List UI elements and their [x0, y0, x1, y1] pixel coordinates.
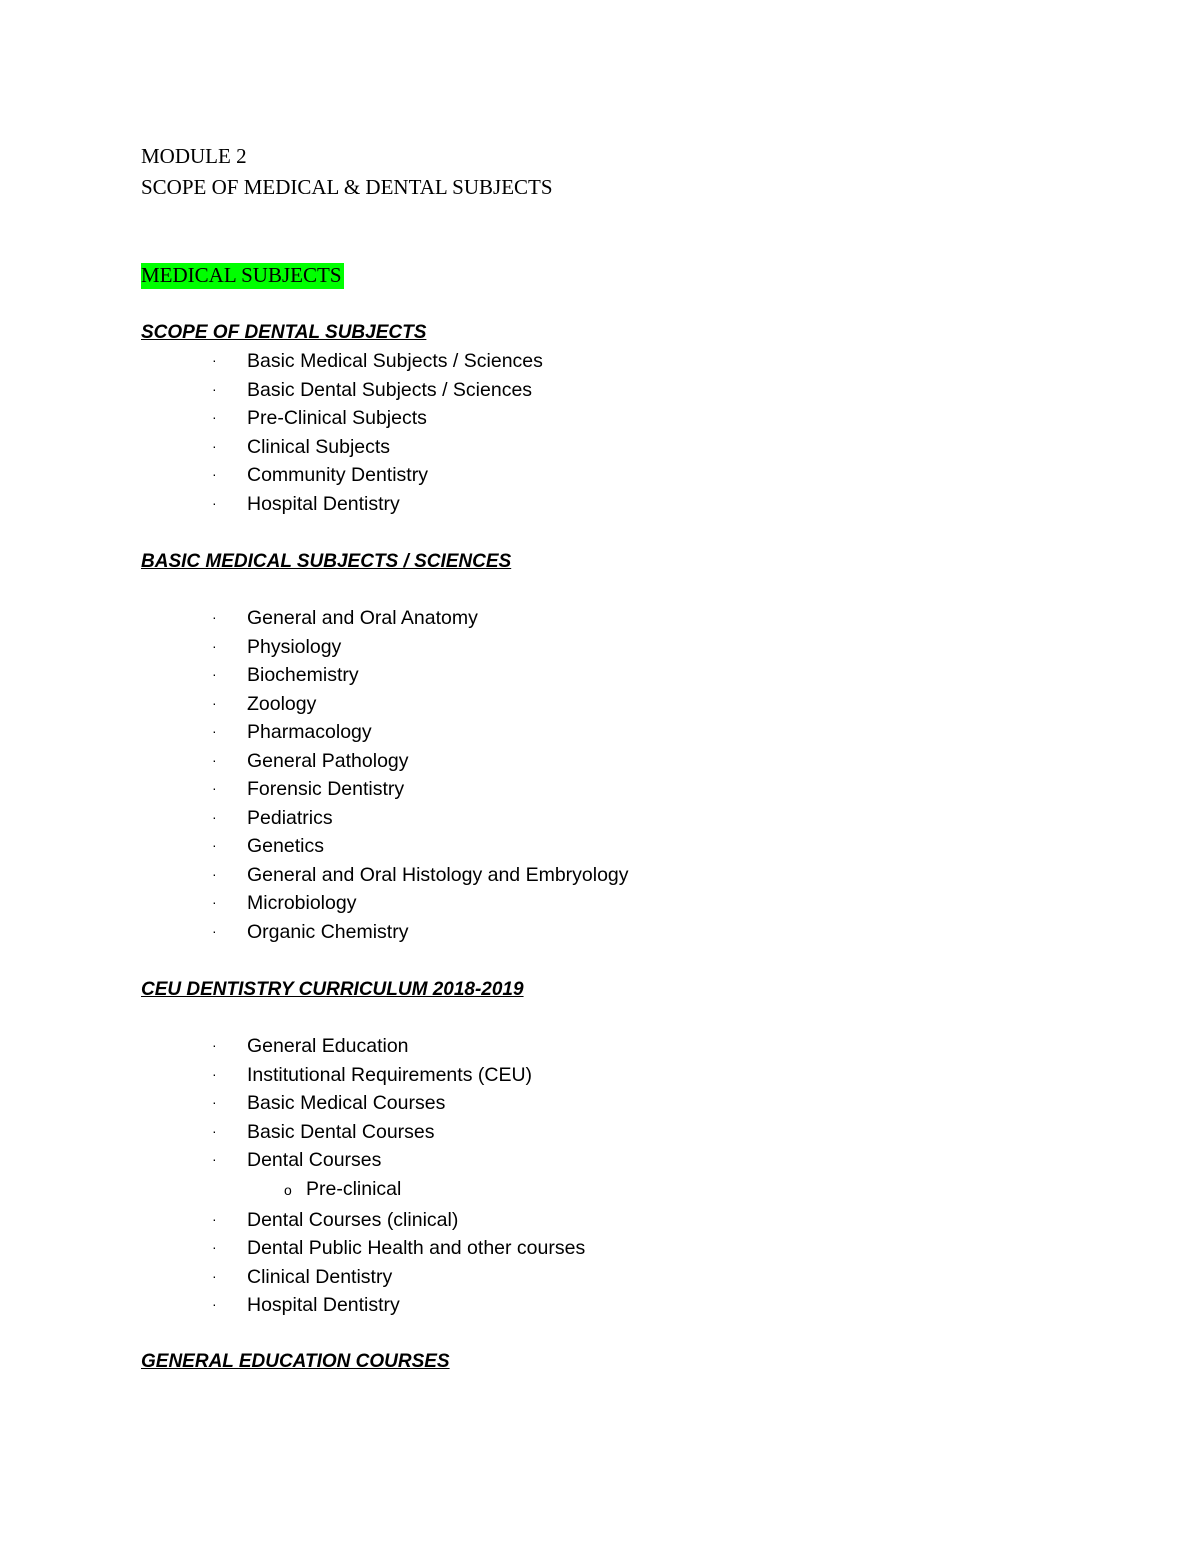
bullet-icon: ·	[212, 837, 217, 853]
list-item-text: Dental Public Health and other courses	[247, 1237, 586, 1259]
list-item-text: Institutional Requirements (CEU)	[247, 1063, 533, 1086]
bullet-icon: ·	[212, 1296, 217, 1312]
bullet-icon: ·	[212, 894, 217, 910]
list-item-text: Genetics	[247, 835, 324, 857]
list-item-text: Clinical Dentistry	[247, 1265, 393, 1288]
bullet-icon: ·	[212, 609, 217, 625]
circle-bullet-icon: o	[284, 1181, 292, 1198]
list-item-text: Basic Medical Courses	[247, 1092, 446, 1114]
bullet-icon: ·	[212, 723, 217, 739]
bullet-icon: ·	[212, 409, 217, 425]
bullet-icon: ·	[212, 1122, 217, 1139]
list-item-text: Community Dentistry	[247, 464, 428, 486]
bullet-icon: ·	[212, 780, 217, 796]
list-item-text: General and Oral Histology and Embryology	[247, 863, 629, 886]
sub-list-item-text: Pre-clinical	[306, 1177, 402, 1200]
module-subtitle: SCOPE OF MEDICAL & DENTAL SUBJECTS	[141, 175, 553, 199]
bullet-icon: ·	[212, 1037, 217, 1053]
basic-medical-heading: BASIC MEDICAL SUBJECTS / SCIENCES	[141, 551, 512, 572]
bullet-icon: ·	[212, 380, 217, 397]
list-item-text: Pre-Clinical Subjects	[247, 407, 427, 429]
list-item-text: Pediatrics	[247, 806, 333, 829]
list-item-text: Clinical Subjects	[247, 435, 391, 458]
bullet-icon: ·	[212, 666, 217, 682]
bullet-icon: ·	[212, 922, 217, 939]
bullet-icon: ·	[212, 637, 217, 654]
list-item-text: Basic Medical Subjects / Sciences	[247, 350, 543, 372]
list-item-text: Pharmacology	[247, 721, 372, 743]
bullet-icon: ·	[212, 1239, 217, 1255]
bullet-icon: ·	[212, 751, 217, 768]
medical-subjects-title	[141, 263, 344, 287]
bullet-icon: ·	[212, 865, 217, 882]
list-item-text: Dental Courses	[247, 1149, 382, 1171]
list-item-text: Microbiology	[247, 892, 357, 914]
bullet-icon: ·	[212, 1210, 217, 1227]
bullet-icon: ·	[212, 1267, 217, 1284]
list-item-text: Hospital Dentistry	[247, 492, 400, 515]
list-item-text: General and Oral Anatomy	[247, 607, 478, 629]
module-label: MODULE 2	[141, 144, 247, 168]
bullet-icon: ·	[212, 1094, 217, 1110]
list-item-text: Physiology	[247, 635, 342, 658]
list-item-text: General Pathology	[247, 749, 409, 772]
list-item-text: Basic Dental Courses	[247, 1120, 435, 1143]
list-item-text: Dental Courses (clinical)	[247, 1208, 459, 1231]
list-item-text: Organic Chemistry	[247, 920, 409, 943]
list-item-text: Biochemistry	[247, 664, 359, 686]
curriculum-heading: CEU DENTISTRY CURRICULUM 2018-2019	[141, 979, 524, 1000]
list-item-text: Hospital Dentistry	[247, 1294, 400, 1316]
list-item-text: General Education	[247, 1035, 409, 1057]
bullet-icon: ·	[212, 437, 217, 454]
list-item-text: Basic Dental Subjects / Sciences	[247, 378, 533, 401]
highlighted-title: MEDICAL SUBJECTS	[141, 263, 342, 287]
bullet-icon: ·	[212, 494, 217, 511]
bullet-icon: ·	[212, 694, 217, 711]
bullet-icon: ·	[212, 1151, 217, 1167]
list-item-text: Forensic Dentistry	[247, 778, 405, 800]
bullet-icon: ·	[212, 808, 217, 825]
scope-heading: SCOPE OF DENTAL SUBJECTS	[141, 322, 427, 343]
list-item-text: Zoology	[247, 692, 317, 715]
bullet-icon: ·	[212, 466, 217, 482]
bullet-icon: ·	[212, 352, 217, 368]
general-education-heading: GENERAL EDUCATION COURSES	[141, 1351, 450, 1372]
bullet-icon: ·	[212, 1065, 217, 1082]
